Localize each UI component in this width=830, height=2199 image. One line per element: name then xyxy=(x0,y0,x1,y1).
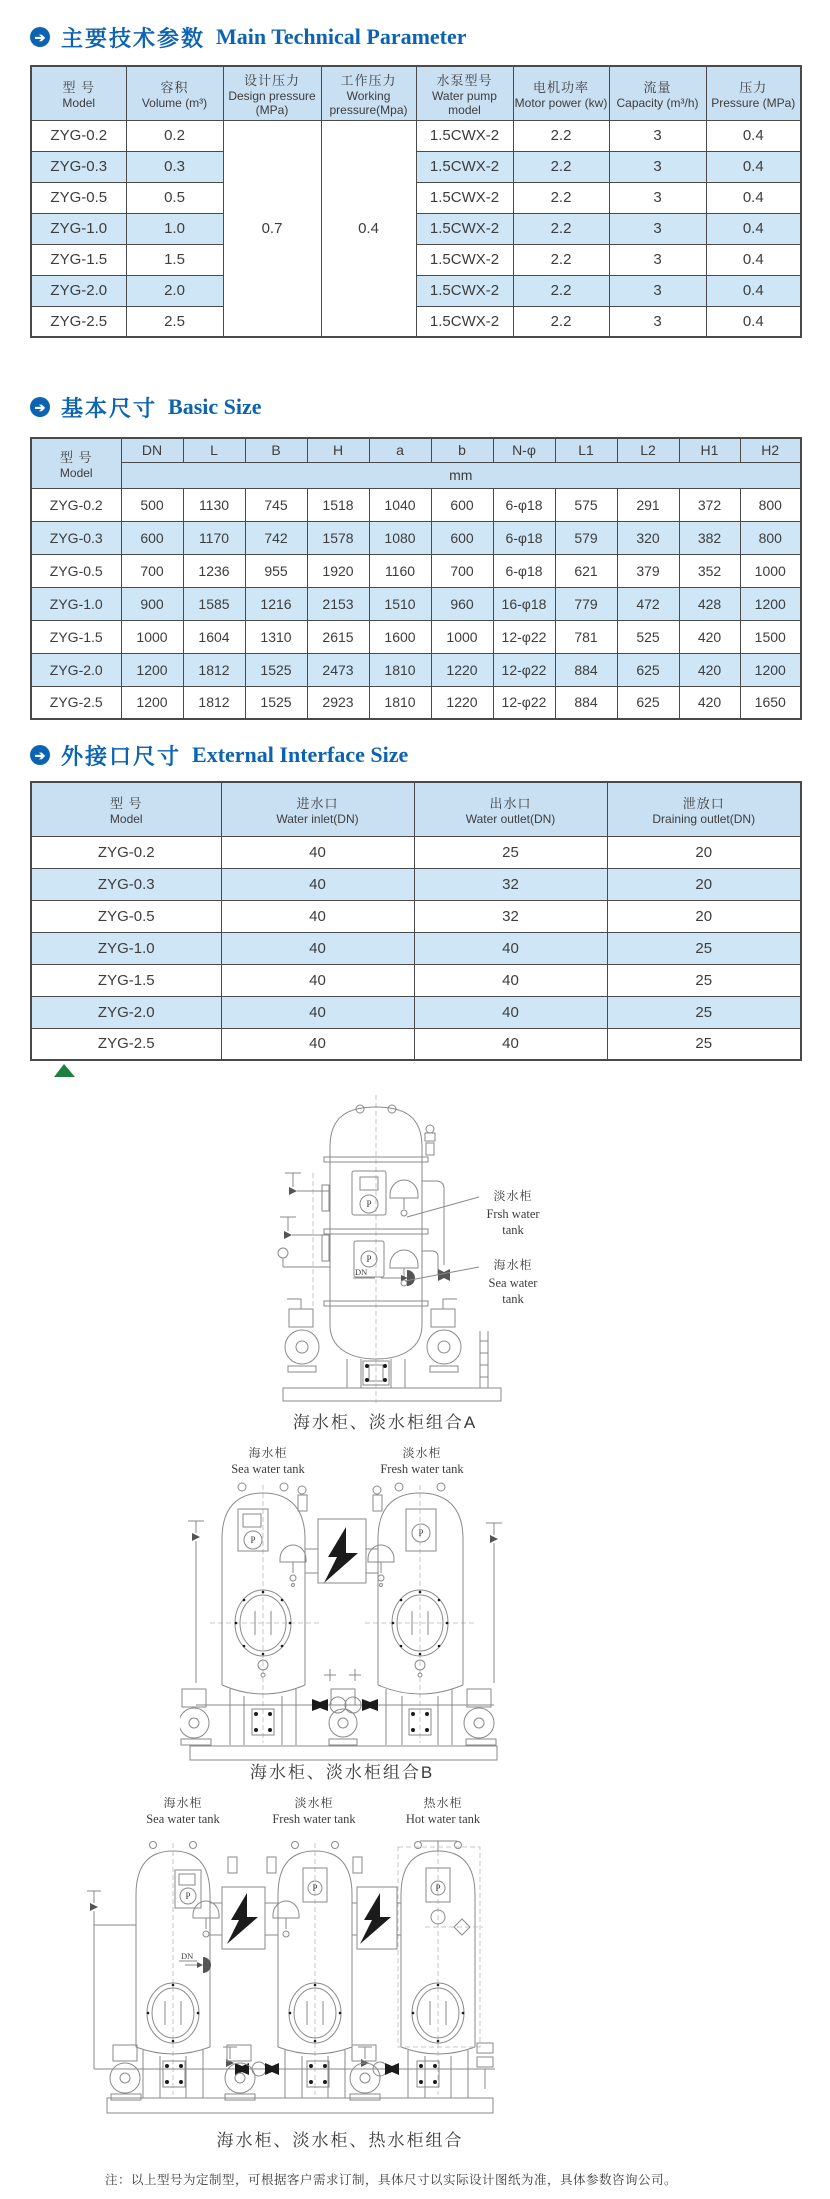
cell: 1.5CWX-2 xyxy=(416,151,513,182)
section-title-en: Basic Size xyxy=(168,394,262,419)
svg-text:tank: tank xyxy=(502,1292,524,1306)
cell: 1.0 xyxy=(126,213,223,244)
cell: 779 xyxy=(555,587,617,620)
control-box xyxy=(305,1519,378,1583)
cell: 1216 xyxy=(245,587,307,620)
external-interface-size-table xyxy=(30,781,802,1061)
cell: 2.2 xyxy=(513,120,609,151)
header-row xyxy=(31,438,801,462)
cell: 1810 xyxy=(369,653,431,686)
cell: 625 xyxy=(617,653,679,686)
tank-outline xyxy=(378,1483,463,1745)
cell: ZYG-0.3 xyxy=(31,521,121,554)
arrow-bullet-icon: ➔ xyxy=(30,745,50,765)
section-title-en: Main Technical Parameter xyxy=(216,24,467,49)
cell: 0.2 xyxy=(126,120,223,151)
header-cell: H xyxy=(307,438,369,462)
cell: 1200 xyxy=(740,653,801,686)
svg-text:淡水柜: 淡水柜 xyxy=(493,1189,533,1203)
cell: 3 xyxy=(609,120,706,151)
cell: 1000 xyxy=(121,620,183,653)
header-cell: 水泵型号 Water pump model xyxy=(416,66,513,120)
cell: 25 xyxy=(607,996,801,1028)
header-cell: 电机功率 Motor power (kw) xyxy=(513,66,609,120)
left-fittings xyxy=(278,1173,330,1321)
cell: 1812 xyxy=(183,653,245,686)
base-plate xyxy=(283,1388,501,1401)
cell: 3 xyxy=(609,213,706,244)
cell: 2.2 xyxy=(513,182,609,213)
cell: 1200 xyxy=(740,587,801,620)
cell: 600 xyxy=(431,488,493,521)
ladder xyxy=(480,1331,488,1388)
cell: 40 xyxy=(221,932,414,964)
footnote: 注：以上型号为定制型，可根据客户需求订制，具体尺寸以实际设计图纸为准，具体参数咨询公司。 xyxy=(105,2173,678,2187)
cell: 1500 xyxy=(740,620,801,653)
pressure-gauge-icon xyxy=(352,1171,386,1215)
tank-outline xyxy=(222,1483,305,1745)
lightning-bolt-icon xyxy=(227,1893,258,1944)
cell: 1220 xyxy=(431,686,493,719)
cell: 25 xyxy=(607,932,801,964)
cell: ZYG-2.5 xyxy=(31,306,126,337)
cell: ZYG-2.0 xyxy=(31,275,126,306)
cell: 20 xyxy=(607,900,801,932)
label-tank2-en: Fresh water tank xyxy=(380,1462,464,1476)
svg-text:P: P xyxy=(366,1254,372,1264)
cell: 621 xyxy=(555,554,617,587)
table-row xyxy=(31,120,801,151)
header-cell: 设计压力 Design pressure (MPa) xyxy=(223,66,321,120)
cell: 3 xyxy=(609,244,706,275)
flex-joint xyxy=(252,1709,431,1735)
section-title-en: External Interface Size xyxy=(192,742,409,767)
cell: 472 xyxy=(617,587,679,620)
header-cell: 进水口 Water inlet(DN) xyxy=(221,782,414,836)
table-row xyxy=(31,836,801,868)
merged-working-pressure-cell: 0.4 xyxy=(321,120,416,337)
table-row xyxy=(31,932,801,964)
cell: ZYG-2.0 xyxy=(31,653,121,686)
cell: ZYG-0.2 xyxy=(31,120,126,151)
vent-fitting xyxy=(228,1857,362,1873)
header-cell: L xyxy=(183,438,245,462)
section-title-zh: 外接口尺寸 xyxy=(61,743,182,769)
cell: 1525 xyxy=(245,686,307,719)
table-row xyxy=(31,686,801,719)
svg-text:DN: DN xyxy=(181,1951,194,1961)
label-tank1-zh: 海水柜 xyxy=(163,1796,203,1810)
pressure-gauge-icon xyxy=(425,1868,483,1935)
basic-size-table xyxy=(30,437,802,720)
svg-text:Sea water: Sea water xyxy=(488,1276,538,1290)
cell: 2.5 xyxy=(126,306,223,337)
cell: 40 xyxy=(221,900,414,932)
lightning-bolt-icon xyxy=(360,1893,391,1944)
cell: ZYG-2.5 xyxy=(31,1028,221,1060)
label-tank3-zh: 热水柜 xyxy=(423,1796,463,1810)
cell: 1170 xyxy=(183,521,245,554)
cell: 0.4 xyxy=(706,275,801,306)
section-title-main-technical-parameter xyxy=(30,20,467,54)
svg-text:P: P xyxy=(185,1891,191,1901)
table-row xyxy=(31,275,801,306)
cell: ZYG-1.0 xyxy=(31,587,121,620)
table-row xyxy=(31,213,801,244)
cell: 12-φ22 xyxy=(493,620,555,653)
cell: 1040 xyxy=(369,488,431,521)
label-tank2-en: Fresh water tank xyxy=(272,1812,356,1826)
cell: ZYG-1.0 xyxy=(31,213,126,244)
cell: 745 xyxy=(245,488,307,521)
cell: 1510 xyxy=(369,587,431,620)
cell: 700 xyxy=(431,554,493,587)
caption-assembly-a: 海水柜、淡水柜组合A xyxy=(292,1413,478,1432)
cell: 2473 xyxy=(307,653,369,686)
cell: ZYG-0.5 xyxy=(31,900,221,932)
cell: 1000 xyxy=(740,554,801,587)
cell: 600 xyxy=(121,521,183,554)
cell: 1200 xyxy=(121,653,183,686)
cell: 320 xyxy=(617,521,679,554)
table-row xyxy=(31,964,801,996)
svg-text:海水柜: 海水柜 xyxy=(493,1258,533,1272)
header-cell: 工作压力 Working pressure(Mpa) xyxy=(321,66,416,120)
cell: 1585 xyxy=(183,587,245,620)
cell: 2.2 xyxy=(513,213,609,244)
assembly-c-svg xyxy=(85,1795,510,2125)
assembly-b-drawing xyxy=(180,1443,510,1763)
unit-cell: mm xyxy=(121,462,801,488)
pressure-gauge-icon xyxy=(175,1870,201,1908)
cell: ZYG-1.5 xyxy=(31,244,126,275)
caption-assembly-b: 海水柜、淡水柜组合B xyxy=(249,1763,435,1782)
svg-text:P: P xyxy=(366,1199,372,1209)
cell: 1810 xyxy=(369,686,431,719)
unit-row xyxy=(31,462,801,488)
cell: 700 xyxy=(121,554,183,587)
cell: 32 xyxy=(414,868,607,900)
header-cell: 压力 Pressure (MPa) xyxy=(706,66,801,120)
assembly-c-drawing xyxy=(85,1795,510,2125)
pressure-gauge-icon xyxy=(406,1509,436,1551)
cell: 428 xyxy=(679,587,740,620)
control-box xyxy=(352,1887,401,1949)
cell: 1518 xyxy=(307,488,369,521)
cell: 12-φ22 xyxy=(493,653,555,686)
header-cell: H2 xyxy=(740,438,801,462)
cell: ZYG-0.2 xyxy=(31,488,121,521)
table-row xyxy=(31,521,801,554)
cell: 1600 xyxy=(369,620,431,653)
cell: 20 xyxy=(607,836,801,868)
arrow-bullet-icon: ➔ xyxy=(30,27,50,47)
cell: 3 xyxy=(609,151,706,182)
cell: 1220 xyxy=(431,653,493,686)
cell: 1236 xyxy=(183,554,245,587)
cell: ZYG-2.0 xyxy=(31,996,221,1028)
table-row xyxy=(31,620,801,653)
cell: 1578 xyxy=(307,521,369,554)
section-title-external-interface-size xyxy=(30,738,408,772)
cell: 579 xyxy=(555,521,617,554)
cell: 16-φ18 xyxy=(493,587,555,620)
insulation-dashed-outline xyxy=(398,1847,480,2047)
cell: ZYG-0.2 xyxy=(31,836,221,868)
arrow-bullet-icon: ➔ xyxy=(30,397,50,417)
section-title-basic-size xyxy=(30,390,262,424)
cell: 525 xyxy=(617,620,679,653)
cell: ZYG-2.5 xyxy=(31,686,121,719)
cell: 960 xyxy=(431,587,493,620)
cell: ZYG-1.5 xyxy=(31,964,221,996)
cell: 2153 xyxy=(307,587,369,620)
cell: 20 xyxy=(607,868,801,900)
cell: 25 xyxy=(607,964,801,996)
cell: 1.5CWX-2 xyxy=(416,244,513,275)
vent-fitting xyxy=(298,1486,382,1511)
cell: 1604 xyxy=(183,620,245,653)
cell: 291 xyxy=(617,488,679,521)
header-row xyxy=(31,782,801,836)
table-row xyxy=(31,306,801,337)
cell: 420 xyxy=(679,620,740,653)
cell: 2615 xyxy=(307,620,369,653)
label-tank1-zh: 海水柜 xyxy=(248,1446,288,1460)
header-cell: 型 号 Model xyxy=(31,438,121,488)
side-valves xyxy=(87,1891,136,2069)
section-title-zh: 基本尺寸 xyxy=(61,395,158,421)
header-cell: 出水口 Water outlet(DN) xyxy=(414,782,607,836)
header-cell: 型 号 Model xyxy=(31,782,221,836)
cell: 1812 xyxy=(183,686,245,719)
main-technical-parameter-table xyxy=(30,65,802,338)
header-row xyxy=(31,66,801,120)
table-row xyxy=(31,151,801,182)
svg-text:P: P xyxy=(435,1883,441,1893)
cell: 1525 xyxy=(245,653,307,686)
cell: 800 xyxy=(740,521,801,554)
table-row xyxy=(31,996,801,1028)
cell: 2.2 xyxy=(513,275,609,306)
cell: 40 xyxy=(221,996,414,1028)
cell: 900 xyxy=(121,587,183,620)
cell: 382 xyxy=(679,521,740,554)
cell: 955 xyxy=(245,554,307,587)
cell: 420 xyxy=(679,686,740,719)
cell: 1.5 xyxy=(126,244,223,275)
cell: 372 xyxy=(679,488,740,521)
label-sea-water-tank xyxy=(405,1257,538,1306)
cell: 40 xyxy=(414,932,607,964)
svg-text:tank: tank xyxy=(502,1223,524,1237)
cell: 25 xyxy=(414,836,607,868)
table-row xyxy=(31,868,801,900)
cell: 40 xyxy=(221,868,414,900)
header-cell: L2 xyxy=(617,438,679,462)
cell: ZYG-0.5 xyxy=(31,182,126,213)
cell: 1310 xyxy=(245,620,307,653)
cell: 1.5CWX-2 xyxy=(416,213,513,244)
cell: 379 xyxy=(617,554,679,587)
svg-text:P: P xyxy=(418,1528,424,1538)
table-row xyxy=(31,554,801,587)
cell: 800 xyxy=(740,488,801,521)
cell: 0.4 xyxy=(706,120,801,151)
cell: 6-φ18 xyxy=(493,554,555,587)
cell: 0.3 xyxy=(126,151,223,182)
pump-icon xyxy=(285,1299,319,1372)
cell: 2.2 xyxy=(513,244,609,275)
cell: 3 xyxy=(609,306,706,337)
table-row xyxy=(31,182,801,213)
table-row xyxy=(31,587,801,620)
pump-icon xyxy=(180,1689,211,1745)
cell: 420 xyxy=(679,653,740,686)
header-cell: 泄放口 Draining outlet(DN) xyxy=(607,782,801,836)
pressure-gauge-icon xyxy=(303,1868,327,1902)
caption-assembly-c: 海水柜、淡水柜、热水柜组合 xyxy=(216,2131,464,2150)
cell: 6-φ18 xyxy=(493,488,555,521)
cell: 781 xyxy=(555,620,617,653)
cell: 500 xyxy=(121,488,183,521)
cell: 1080 xyxy=(369,521,431,554)
table-row xyxy=(31,244,801,275)
cell: 25 xyxy=(607,1028,801,1060)
header-cell: DN xyxy=(121,438,183,462)
cell: 600 xyxy=(431,521,493,554)
cell: 625 xyxy=(617,686,679,719)
header-cell: 型 号 Model xyxy=(31,66,126,120)
header-cell: B xyxy=(245,438,307,462)
cell: 40 xyxy=(221,836,414,868)
cell: 0.4 xyxy=(706,306,801,337)
label-tank2-zh: 淡水柜 xyxy=(294,1796,334,1810)
base-plate xyxy=(107,2098,493,2113)
cell: 1920 xyxy=(307,554,369,587)
header-cell: N-φ xyxy=(493,438,555,462)
svg-text:P: P xyxy=(312,1883,318,1893)
assembly-a-svg xyxy=(255,1085,555,1407)
lightning-bolt-icon xyxy=(324,1527,358,1583)
cell: 6-φ18 xyxy=(493,521,555,554)
header-cell: 容积 Volume (m³) xyxy=(126,66,223,120)
cell: 1130 xyxy=(183,488,245,521)
cell: 2923 xyxy=(307,686,369,719)
svg-text:Frsh water: Frsh water xyxy=(486,1207,540,1221)
cell: 1000 xyxy=(431,620,493,653)
section-title-zh: 主要技术参数 xyxy=(61,25,206,51)
cell: ZYG-0.3 xyxy=(31,151,126,182)
dn-nozzle xyxy=(179,1951,211,1973)
cell: 3 xyxy=(609,182,706,213)
assembly-b-svg xyxy=(180,1443,510,1763)
header-cell: 流量 Capacity (m³/h) xyxy=(609,66,706,120)
label-tank1-en: Sea water tank xyxy=(231,1462,305,1476)
cell: 1650 xyxy=(740,686,801,719)
pump-icon xyxy=(464,1689,496,1745)
header-cell: a xyxy=(369,438,431,462)
cell: 1160 xyxy=(369,554,431,587)
cell: 884 xyxy=(555,653,617,686)
cell: 0.4 xyxy=(706,244,801,275)
label-tank2-zh: 淡水柜 xyxy=(402,1446,442,1460)
cell: 884 xyxy=(555,686,617,719)
cell: 742 xyxy=(245,521,307,554)
cell: 40 xyxy=(414,964,607,996)
green-triangle-marker xyxy=(54,1064,75,1077)
cell: 40 xyxy=(414,996,607,1028)
cell: ZYG-1.5 xyxy=(31,620,121,653)
pump-icon xyxy=(427,1299,461,1372)
cell: 2.2 xyxy=(513,151,609,182)
cell: 40 xyxy=(414,1028,607,1060)
cell: ZYG-0.3 xyxy=(31,868,221,900)
control-box xyxy=(210,1887,278,1949)
cell: 0.4 xyxy=(706,213,801,244)
cell: 0.4 xyxy=(706,182,801,213)
relief-valve-icon xyxy=(390,1180,418,1286)
header-cell: b xyxy=(431,438,493,462)
table-row xyxy=(31,1028,801,1060)
cell: 2.0 xyxy=(126,275,223,306)
assembly-a-drawing xyxy=(255,1085,555,1407)
svg-text:P: P xyxy=(250,1535,256,1545)
cell: 1.5CWX-2 xyxy=(416,306,513,337)
cell: 575 xyxy=(555,488,617,521)
cell: 32 xyxy=(414,900,607,932)
cell: 352 xyxy=(679,554,740,587)
label-fresh-water-tank xyxy=(407,1188,540,1237)
header-cell: H1 xyxy=(679,438,740,462)
cell: 1200 xyxy=(121,686,183,719)
pressure-gauge-icon xyxy=(238,1509,268,1551)
merged-design-pressure-cell: 0.7 xyxy=(223,120,321,337)
cell: 1.5CWX-2 xyxy=(416,120,513,151)
svg-text:DN: DN xyxy=(355,1267,368,1277)
cell: 0.5 xyxy=(126,182,223,213)
right-piping xyxy=(422,1125,450,1281)
cell: ZYG-0.5 xyxy=(31,554,121,587)
cell: 1.5CWX-2 xyxy=(416,275,513,306)
table-row xyxy=(31,900,801,932)
cell: 40 xyxy=(221,964,414,996)
cell: ZYG-1.0 xyxy=(31,932,221,964)
pump-icon xyxy=(110,2045,141,2100)
cell: 40 xyxy=(221,1028,414,1060)
label-tank3-en: Hot water tank xyxy=(405,1812,481,1826)
cell: 2.2 xyxy=(513,306,609,337)
cell: 3 xyxy=(609,275,706,306)
label-tank1-en: Sea water tank xyxy=(146,1812,220,1826)
cell: 1.5CWX-2 xyxy=(416,182,513,213)
header-cell: L1 xyxy=(555,438,617,462)
cell: 12-φ22 xyxy=(493,686,555,719)
table-row xyxy=(31,488,801,521)
table-row xyxy=(31,653,801,686)
cell: 0.4 xyxy=(706,151,801,182)
